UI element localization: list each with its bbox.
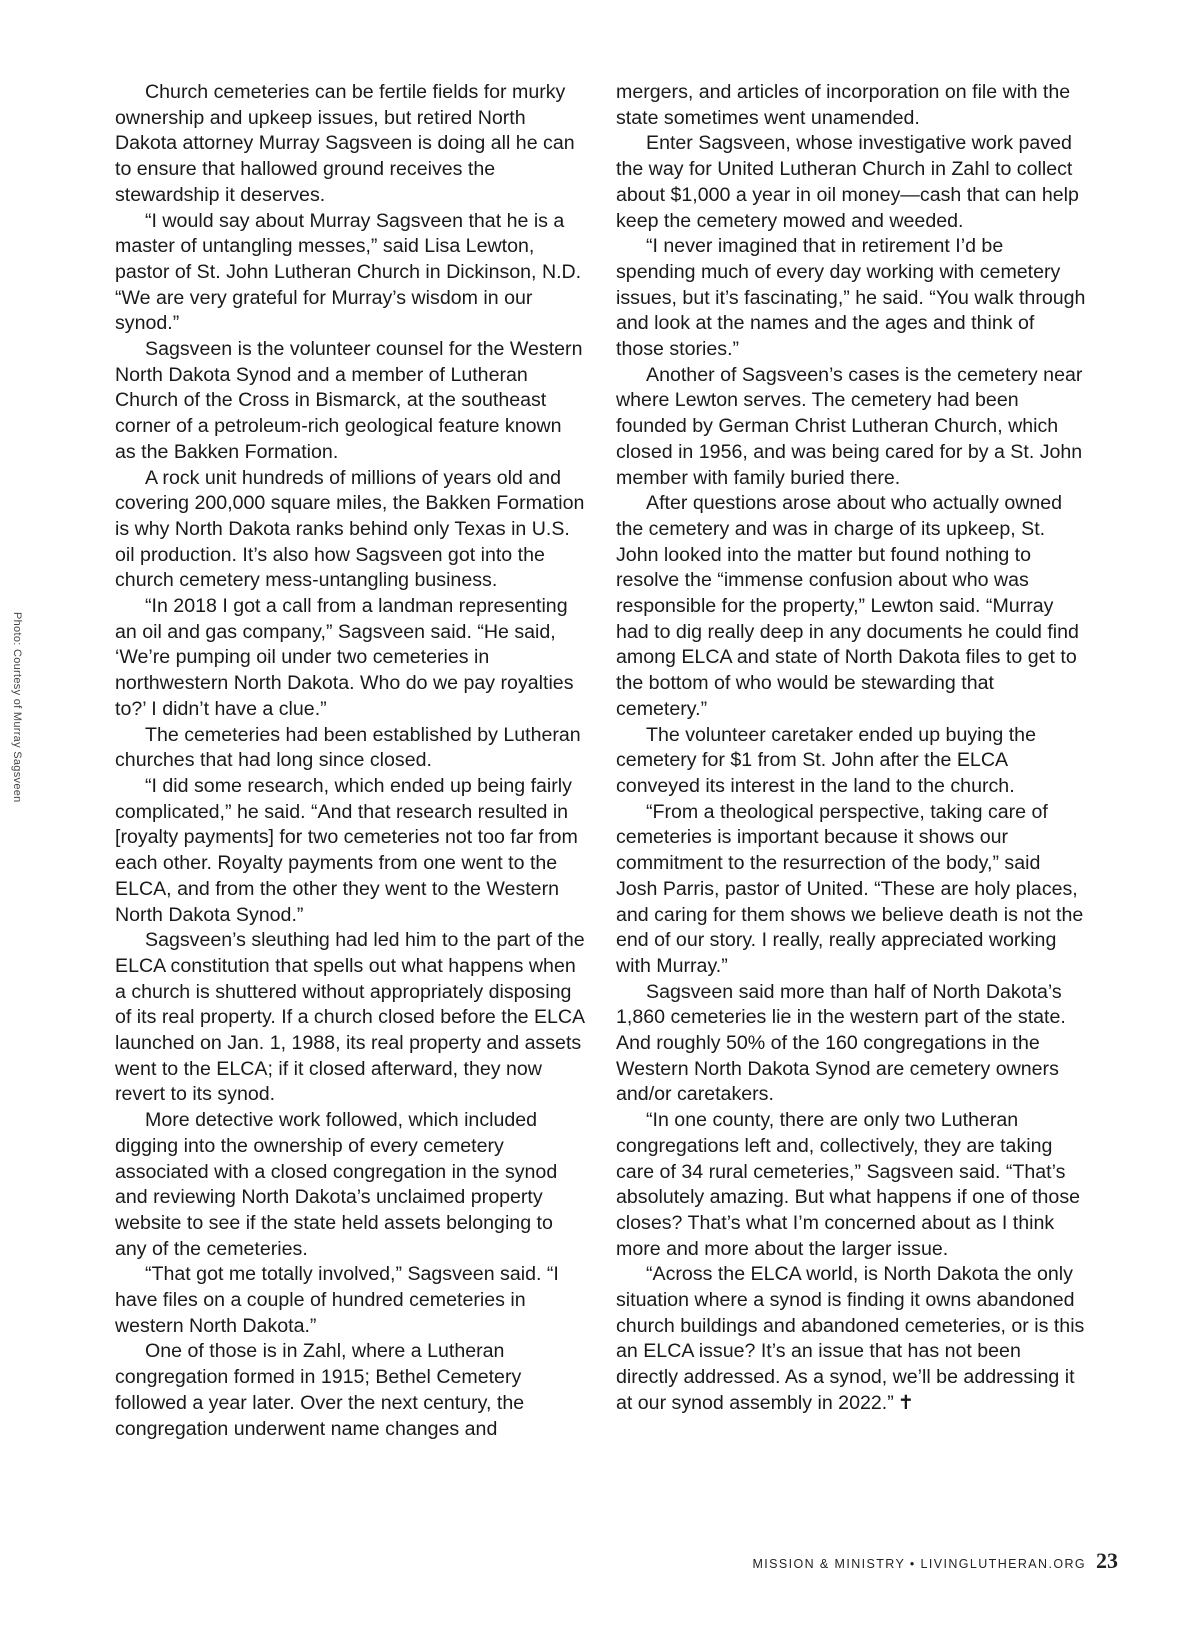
end-mark-cross-icon: ✝ (897, 1391, 915, 1414)
paragraph: Enter Sagsveen, whose investigative work paved the way for United Lutheran Church in Zahl to collect about $1,000 a year in oil money—cash that can help keep the cemetery mowed and weeded. (616, 132, 1079, 232)
paragraph: Sagsveen’s sleuthing had led him to the part of the ELCA constitution that spells out what happens when a church is shuttered without appropriately disposing of its real property. If a church closed before the ELCA launched on Jan. 1, 1988, its real property and assets went to the ELCA; if it closed afterward, they now revert to its synod. (115, 929, 585, 1106)
paragraph: More detective work followed, which included digging into the ownership of every cemetery associated with a closed congregation in the synod and reviewing North Dakota’s unclaimed property website to see if the state held assets belonging to any of the cemeteries. (115, 1109, 558, 1260)
paragraph: Church cemeteries can be fertile fields for murky ownership and upkeep issues, but retired North Dakota attorney Murray Sagsveen is doing all he can to ensure that hallowed ground receives the stewardship it deserves. (115, 81, 575, 206)
paragraph: The volunteer caretaker ended up buying the cemetery for $1 from St. John after the ELCA conveyed its interest in the land to the church. (616, 723, 1036, 797)
paragraph: Sagsveen is the volunteer counsel for the Western North Dakota Synod and a member of Lutheran Church of the Cross in Bismarck, at the southeast corner of a petroleum-rich geological feature known as the Bakken Formation. (115, 338, 583, 463)
paragraph: “In one county, there are only two Lutheran congregations left and, collectively, they are taking care of 34 rural cemeteries,” Sagsveen said. “That’s absolutely amazing. But what happens if one of those closes? That’s what I’m concerned about as I think more and more about the larger issue. (616, 1109, 1081, 1260)
final-paragraph-text: “Across the ELCA world, is North Dakota the only situation where a synod is finding it owns abandoned church buildings and abandoned cemeteries, or is this an ELCA issue? It’s an issue that has not been directly addressed. As a synod, we’ll be addressing it at our synod assembly in 2022.” (616, 1263, 1085, 1414)
page-number: 23 (1096, 1548, 1118, 1573)
paragraph: One of those is in Zahl, where a Lutheran congregation formed in 1915; Bethel Cemetery followed a year later. Over the next century, the congregation underwent name changes and (115, 1340, 525, 1440)
paragraph: “From a theological perspective, taking care of cemeteries is important because it shows our commitment to the resurrection of the body,” said Josh Parris, pastor of United. “These are holy places, and caring for them shows we believe death is not the end of our story. I really, really appreciated working with Murray.” (616, 800, 1084, 977)
paragraph: “I did some research, which ended up being fairly complicated,” he said. “And that research resulted in [royalty payments] for two cemeteries not too far from each other. Royalty payments from one went to the ELCA, and from the other they went to the Western North Dakota Synod.” (115, 774, 578, 926)
paragraph: “In 2018 I got a call from a landman representing an oil and gas company,” Sagsveen said. “He said, ‘We’re pumping oil under two cemeteries in northwestern North Dakota. Who do we pay royalties to?’ I didn’t have a clue.” (115, 595, 574, 720)
paragraph-continued: mergers, and articles of incorporation on file with the state sometimes went unamended. (616, 81, 1071, 129)
paragraph: “I never imagined that in retirement I’d be spending much of every day working with cemetery issues, but it’s fascinating,” he said. “You walk through and look at the names and the ages and think of those stories.” (616, 235, 1086, 361)
paragraph: A rock unit hundreds of millions of years old and covering 200,000 square miles, the Bakken Formation is why North Dakota ranks behind only Texas in U.S. oil production. It’s also how Sagsveen got into the church cemetery mess-untangling business. (115, 466, 585, 592)
article-column-right (616, 80, 1086, 1417)
paragraph: The cemeteries had been established by Lutheran churches that had long since closed. (115, 723, 581, 772)
paragraph-final (616, 1262, 1086, 1416)
paragraph: Another of Sagsveen’s cases is the cemetery near where Lewton serves. The cemetery had been founded by German Christ Lutheran Church, which closed in 1956, and was being cared for by a St. John member with family buried there. (616, 363, 1083, 489)
paragraph: After questions arose about who actually owned the cemetery and was in charge of its upkeep, St. John looked into the matter but found nothing to resolve the “immense confusion about who was responsible for the property,” Lewton said. “Murray had to dig really deep in any documents he could find among ELCA and state of North Dakota files to get to the bottom of who would be stewarding that cemetery.” (616, 492, 1079, 720)
article-column-left (115, 80, 585, 1442)
paragraph: Sagsveen said more than half of North Dakota’s 1,860 cemeteries lie in the western part of the state. And roughly 50% of the 160 congregations in the Western North Dakota Synod are cemetery owners and/or caretakers. (616, 980, 1066, 1106)
photo-credit: Photo: Courtesy of Murray Sagsveen (11, 612, 23, 803)
paragraph: “I would say about Murray Sagsveen that he is a master of untangling messes,” said Lisa Lewton, pastor of St. John Lutheran Church in Dickinson, N.D. “We are very grateful for Murray’s wisdom in our synod.” (115, 209, 582, 335)
page-footer (752, 1548, 1118, 1574)
footer-section-label: MISSION & MINISTRY • LIVINGLUTHERAN.ORG (752, 1557, 1086, 1571)
paragraph: “That got me totally involved,” Sagsveen said. “I have files on a couple of hundred cemeteries in western North Dakota.” (115, 1263, 559, 1337)
